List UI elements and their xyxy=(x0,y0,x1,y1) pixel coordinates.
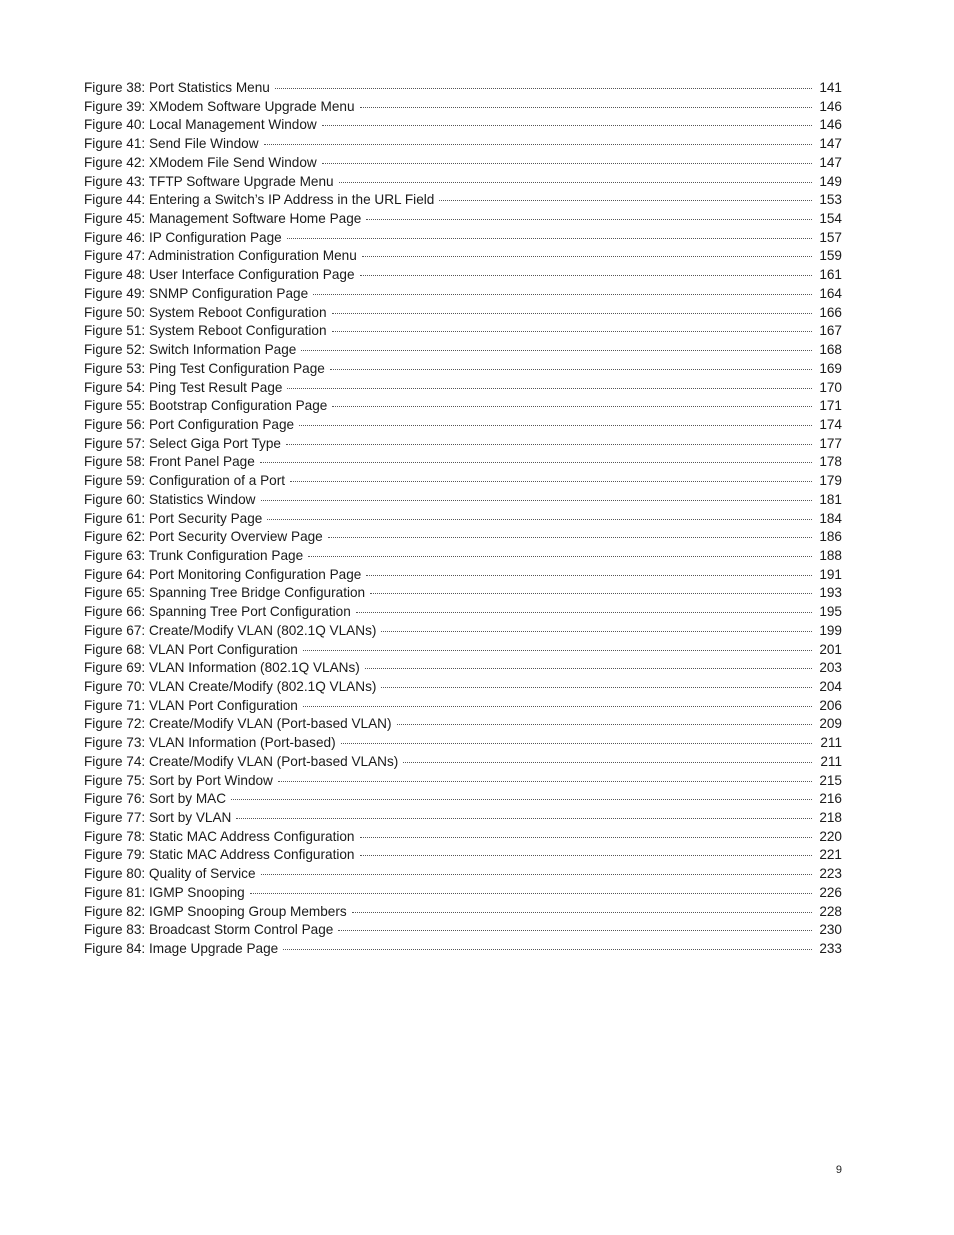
toc-entry-page-number: 211 xyxy=(820,753,842,769)
dot-leader xyxy=(360,837,813,838)
toc-entry-page-number: 215 xyxy=(819,772,842,788)
toc-entry-title: Figure 49: SNMP Configuration Page xyxy=(84,285,309,301)
dot-leader xyxy=(290,481,812,482)
toc-entry-page-number: 195 xyxy=(819,604,842,620)
toc-entry-title: Figure 73: VLAN Information (Port-based) xyxy=(84,735,336,751)
dot-leader xyxy=(283,949,812,950)
toc-entry[interactable] xyxy=(84,322,842,341)
toc-entry-title: Figure 51: System Reboot Configuration xyxy=(84,323,327,339)
toc-entry[interactable] xyxy=(84,772,842,791)
toc-entry[interactable] xyxy=(84,734,842,753)
toc-entry-title: Figure 80: Quality of Service xyxy=(84,866,256,882)
dot-leader xyxy=(360,855,813,856)
toc-entry-title: Figure 56: Port Configuration Page xyxy=(84,416,295,432)
list-of-figures xyxy=(84,79,842,959)
dot-leader xyxy=(370,593,812,594)
toc-entry-title: Figure 74: Create/Modify VLAN (Port-based VLANs) xyxy=(84,753,399,769)
dot-leader xyxy=(338,930,812,931)
toc-entry-page-number: 141 xyxy=(819,80,842,95)
toc-entry-title: Figure 79: Static MAC Address Configuration xyxy=(84,847,355,863)
toc-entry-title: Figure 78: Static MAC Address Configuration xyxy=(84,828,355,844)
toc-entry-page-number: 154 xyxy=(819,211,842,227)
toc-entry-title: Figure 42: XModem File Send Window xyxy=(84,154,317,170)
toc-entry-title: Figure 44: Entering a Switch’s IP Address in the URL Field xyxy=(84,192,435,208)
toc-entry-page-number: 179 xyxy=(819,473,842,489)
toc-entry-page-number: 177 xyxy=(819,435,842,451)
dot-leader xyxy=(332,331,812,332)
toc-entry-page-number: 230 xyxy=(819,922,842,938)
toc-entry-page-number: 220 xyxy=(819,828,842,844)
toc-entry[interactable] xyxy=(84,528,842,547)
toc-entry-title: Figure 62: Port Security Overview Page xyxy=(84,529,323,545)
dot-leader xyxy=(362,256,812,257)
toc-entry[interactable] xyxy=(84,715,842,734)
toc-entry[interactable] xyxy=(84,341,842,360)
dot-leader xyxy=(330,369,812,370)
toc-entry-title: Figure 43: TFTP Software Upgrade Menu xyxy=(84,173,334,189)
toc-entry-page-number: 146 xyxy=(819,117,842,133)
toc-entry-page-number: 228 xyxy=(819,903,842,919)
toc-entry-page-number: 168 xyxy=(819,342,842,358)
toc-entry[interactable] xyxy=(84,678,842,697)
toc-entry-title: Figure 54: Ping Test Result Page xyxy=(84,379,283,395)
dot-leader xyxy=(287,238,812,239)
dot-leader xyxy=(299,425,812,426)
toc-entry-page-number: 186 xyxy=(819,529,842,545)
toc-entry[interactable] xyxy=(84,285,842,304)
toc-entry[interactable] xyxy=(84,622,842,641)
dot-leader xyxy=(267,519,812,520)
toc-entry[interactable] xyxy=(84,659,842,678)
dot-leader xyxy=(328,537,812,538)
toc-entry-title: Figure 64: Port Monitoring Configuration Page xyxy=(84,566,362,582)
toc-entry-title: Figure 59: Configuration of a Port xyxy=(84,473,285,489)
toc-entry[interactable] xyxy=(84,828,842,847)
toc-entry[interactable] xyxy=(84,79,842,98)
toc-entry-page-number: 203 xyxy=(819,660,842,676)
dot-leader xyxy=(301,350,812,351)
toc-entry[interactable] xyxy=(84,809,842,828)
toc-entry-title: Figure 67: Create/Modify VLAN (802.1Q VLANs) xyxy=(84,622,377,638)
dot-leader xyxy=(332,406,812,407)
dot-leader xyxy=(381,631,812,632)
toc-entry[interactable] xyxy=(84,360,842,379)
toc-entry-page-number: 147 xyxy=(819,136,842,152)
toc-entry-page-number: 233 xyxy=(819,941,842,957)
toc-entry[interactable] xyxy=(84,173,842,192)
dot-leader xyxy=(397,724,813,725)
toc-entry-title: Figure 52: Switch Information Page xyxy=(84,342,297,358)
toc-entry-title: Figure 75: Sort by Port Window xyxy=(84,772,273,788)
toc-entry-title: Figure 45: Management Software Home Page xyxy=(84,211,362,227)
dot-leader xyxy=(260,462,812,463)
toc-entry-page-number: 221 xyxy=(819,847,842,863)
toc-entry-page-number: 159 xyxy=(819,248,842,264)
toc-entry-title: Figure 84: Image Upgrade Page xyxy=(84,941,279,957)
toc-entry[interactable] xyxy=(84,510,842,529)
dot-leader xyxy=(403,762,812,763)
toc-entry[interactable] xyxy=(84,603,842,622)
toc-entry-title: Figure 61: Port Security Page xyxy=(84,510,263,526)
toc-entry[interactable] xyxy=(84,940,842,959)
toc-entry[interactable] xyxy=(84,191,842,210)
dot-leader xyxy=(231,799,812,800)
toc-entry[interactable] xyxy=(84,846,842,865)
toc-entry[interactable] xyxy=(84,416,842,435)
dot-leader xyxy=(261,874,812,875)
toc-entry-page-number: 171 xyxy=(819,398,842,414)
dot-leader xyxy=(261,500,813,501)
toc-entry-page-number: 170 xyxy=(819,379,842,395)
toc-entry-page-number: 211 xyxy=(820,735,842,751)
toc-entry[interactable] xyxy=(84,453,842,472)
toc-entry[interactable] xyxy=(84,397,842,416)
toc-entry[interactable] xyxy=(84,247,842,266)
dot-leader xyxy=(332,313,812,314)
toc-entry-page-number: 206 xyxy=(819,697,842,713)
toc-entry[interactable] xyxy=(84,884,842,903)
toc-entry-page-number: 201 xyxy=(819,641,842,657)
toc-entry-title: Figure 69: VLAN Information (802.1Q VLANs) xyxy=(84,660,360,676)
toc-entry[interactable] xyxy=(84,547,842,566)
toc-entry-title: Figure 81: IGMP Snooping xyxy=(84,884,245,900)
toc-entry[interactable] xyxy=(84,135,842,154)
dot-leader xyxy=(313,294,812,295)
toc-entry-title: Figure 46: IP Configuration Page xyxy=(84,229,282,245)
toc-entry-page-number: 178 xyxy=(819,454,842,470)
toc-entry-page-number: 193 xyxy=(819,585,842,601)
toc-entry-page-number: 174 xyxy=(819,416,842,432)
toc-entry-page-number: 161 xyxy=(819,267,842,283)
dot-leader xyxy=(360,107,812,108)
dot-leader xyxy=(366,219,812,220)
toc-entry-page-number: 216 xyxy=(819,791,842,807)
toc-entry-title: Figure 53: Ping Test Configuration Page xyxy=(84,360,325,376)
dot-leader xyxy=(264,144,812,145)
toc-entry[interactable] xyxy=(84,641,842,660)
toc-entry-page-number: 204 xyxy=(819,679,842,694)
toc-entry-page-number: 164 xyxy=(819,285,842,301)
toc-entry[interactable] xyxy=(84,753,842,772)
toc-entry-title: Figure 50: System Reboot Configuration xyxy=(84,304,327,320)
dot-leader xyxy=(366,575,812,576)
toc-entry-page-number: 188 xyxy=(819,547,842,563)
toc-entry-page-number: 184 xyxy=(819,510,842,526)
toc-entry-title: Figure 55: Bootstrap Configuration Page xyxy=(84,398,328,414)
dot-leader xyxy=(365,668,812,669)
dot-leader xyxy=(360,275,812,276)
toc-entry[interactable] xyxy=(84,98,842,117)
toc-entry-title: Figure 72: Create/Modify VLAN (Port-based VLAN) xyxy=(84,716,392,732)
toc-entry-title: Figure 60: Statistics Window xyxy=(84,491,256,507)
toc-entry-title: Figure 39: XModem Software Upgrade Menu xyxy=(84,98,355,114)
toc-entry[interactable] xyxy=(84,790,842,809)
toc-entry-title: Figure 77: Sort by VLAN xyxy=(84,810,232,826)
toc-entry-title: Figure 57: Select Giga Port Type xyxy=(84,435,281,451)
dot-leader xyxy=(352,912,812,913)
toc-entry[interactable] xyxy=(84,566,842,585)
dot-leader xyxy=(322,125,812,126)
toc-entry[interactable] xyxy=(84,210,842,229)
toc-entry-title: Figure 65: Spanning Tree Bridge Configuration xyxy=(84,585,366,601)
toc-entry[interactable] xyxy=(84,379,842,398)
dot-leader xyxy=(250,893,812,894)
toc-entry-page-number: 166 xyxy=(819,304,842,320)
toc-entry-title: Figure 82: IGMP Snooping Group Members xyxy=(84,903,347,919)
dot-leader xyxy=(303,706,812,707)
dot-leader xyxy=(287,388,812,389)
toc-entry-title: Figure 48: User Interface Configuration Page xyxy=(84,267,355,283)
dot-leader xyxy=(322,163,812,164)
dot-leader xyxy=(341,743,812,744)
toc-entry-page-number: 199 xyxy=(819,622,842,638)
toc-entry-page-number: 169 xyxy=(819,360,842,376)
dot-leader xyxy=(278,781,812,782)
toc-entry-page-number: 191 xyxy=(819,566,842,582)
toc-entry-page-number: 153 xyxy=(819,192,842,208)
toc-entry-title: Figure 76: Sort by MAC xyxy=(84,791,227,807)
toc-entry[interactable] xyxy=(84,491,842,510)
toc-entry-page-number: 209 xyxy=(819,716,842,732)
toc-entry[interactable] xyxy=(84,865,842,884)
toc-entry-title: Figure 38: Port Statistics Menu xyxy=(84,80,270,95)
toc-entry-title: Figure 58: Front Panel Page xyxy=(84,454,255,470)
dot-leader xyxy=(356,612,812,613)
toc-entry-title: Figure 83: Broadcast Storm Control Page xyxy=(84,922,334,938)
dot-leader xyxy=(439,200,812,201)
dot-leader xyxy=(381,687,812,688)
dot-leader xyxy=(236,818,812,819)
toc-entry-page-number: 157 xyxy=(819,229,842,245)
toc-entry-page-number: 146 xyxy=(819,98,842,114)
toc-entry-page-number: 149 xyxy=(819,173,842,189)
toc-entry[interactable] xyxy=(84,472,842,491)
dot-leader xyxy=(303,650,812,651)
toc-entry-page-number: 218 xyxy=(819,810,842,826)
toc-entry-title: Figure 47: Administration Configuration Menu xyxy=(84,248,357,264)
toc-entry[interactable] xyxy=(84,584,842,603)
dot-leader xyxy=(286,444,812,445)
toc-entry[interactable] xyxy=(84,903,842,922)
toc-entry-title: Figure 68: VLAN Port Configuration xyxy=(84,641,298,657)
toc-entry-title: Figure 63: Trunk Configuration Page xyxy=(84,547,304,563)
toc-entry-page-number: 223 xyxy=(819,866,842,882)
dot-leader xyxy=(339,182,812,183)
toc-entry[interactable] xyxy=(84,154,842,173)
dot-leader xyxy=(308,556,812,557)
toc-entry-page-number: 226 xyxy=(819,884,842,900)
page-number: 9 xyxy=(835,1164,842,1176)
toc-entry-page-number: 147 xyxy=(819,154,842,170)
toc-entry[interactable] xyxy=(84,266,842,285)
toc-entry-title: Figure 66: Spanning Tree Port Configuration xyxy=(84,604,351,620)
toc-entry-title: Figure 70: VLAN Create/Modify (802.1Q VLANs) xyxy=(84,679,377,694)
toc-entry-page-number: 181 xyxy=(819,491,842,507)
toc-entry[interactable] xyxy=(84,229,842,248)
toc-entry[interactable] xyxy=(84,304,842,323)
toc-entry-page-number: 167 xyxy=(819,323,842,339)
toc-entry[interactable] xyxy=(84,921,842,940)
toc-entry[interactable] xyxy=(84,697,842,716)
toc-entry-title: Figure 41: Send File Window xyxy=(84,136,259,152)
toc-entry[interactable] xyxy=(84,116,842,135)
toc-entry-title: Figure 40: Local Management Window xyxy=(84,117,317,133)
toc-entry[interactable] xyxy=(84,435,842,454)
dot-leader xyxy=(275,88,812,89)
toc-entry-title: Figure 71: VLAN Port Configuration xyxy=(84,697,298,713)
